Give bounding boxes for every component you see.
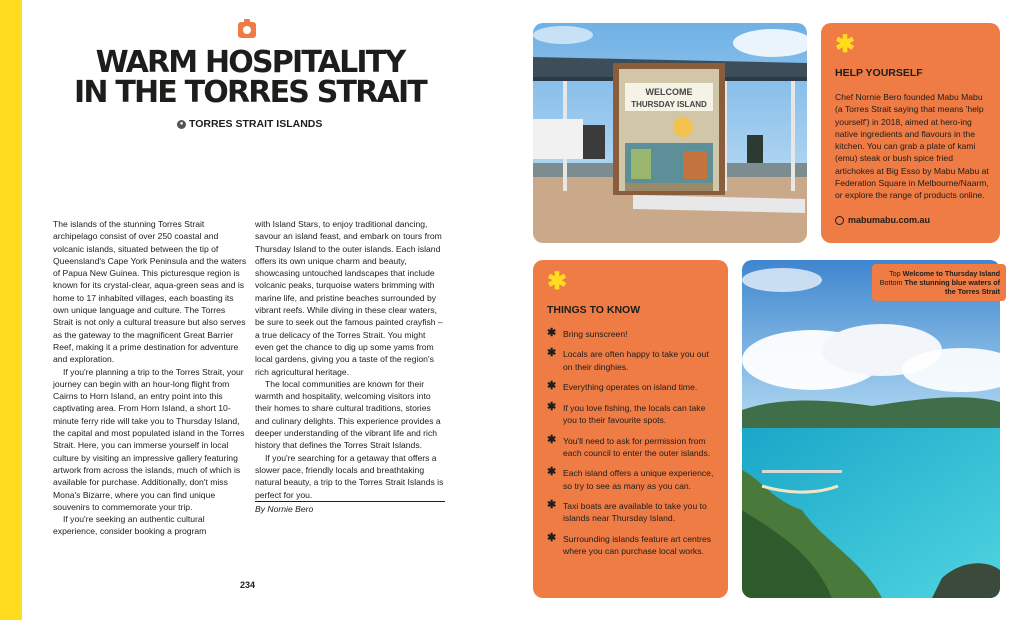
asterisk-bullet-icon: ✱	[547, 400, 557, 413]
location-pin-icon: ●	[177, 120, 186, 129]
list-item	[547, 435, 719, 460]
things-to-know-card	[533, 260, 728, 598]
globe-icon	[835, 216, 844, 225]
asterisk-bullet-icon: ✱	[547, 531, 557, 544]
photo-caption	[872, 264, 1006, 301]
caption-top	[878, 269, 1000, 278]
things-to-know-title: THINGS TO KNOW	[547, 304, 641, 316]
tip-text: Each island offers a unique experience, so try to see as many as you can.	[563, 468, 714, 491]
tip-text: Locals are often happy to take you out on their dinghies.	[563, 349, 709, 372]
list-item	[547, 381, 719, 393]
caption-bottom	[878, 278, 1000, 296]
asterisk-bullet-icon: ✱	[547, 466, 557, 479]
list-item	[547, 500, 719, 525]
asterisk-icon: ✱	[835, 31, 856, 58]
tip-text: Bring sunscreen!	[563, 329, 628, 339]
website-link[interactable]: mabumabu.com.au	[848, 215, 931, 225]
paragraph: with Island Stars, to enjoy traditional dancing, savour an island feast, and embark on tours from Thursday Island to the outer islands. Each island offers its own unique charm and beauty, showcasing untouched landscapes that include volcanic peaks, turquoise waters brimming with marine life, and pristine beaches surrounded by vibrant reefs. While diving in these clear waters, be sure to seek out the famous painted crayfish – a true delicacy of the Torres Strait. You might even get the chance to dig up some yams from local gardens, giving you a taste of the region's rich agricultural heritage.	[255, 219, 443, 377]
asterisk-bullet-icon: ✱	[547, 380, 557, 393]
title-line-2: IN THE TORRES STRAIT	[74, 75, 426, 110]
asterisk-bullet-icon: ✱	[547, 433, 557, 446]
title-line-1: WARM HOSPITALITY	[95, 45, 405, 80]
caption-bottom-prefix: Bottom	[879, 278, 903, 287]
sign-text-island: THURSDAY ISLAND	[631, 100, 707, 109]
photo-blue-waters	[742, 260, 1000, 598]
list-item	[547, 328, 719, 340]
location-text: TORRES STRAIT ISLANDS	[189, 118, 323, 130]
help-yourself-title: HELP YOURSELF	[835, 67, 923, 79]
page-number: 234	[240, 580, 256, 590]
asterisk-bullet-icon: ✱	[547, 347, 557, 360]
photo-welcome-sign	[533, 23, 807, 243]
list-item	[547, 467, 719, 492]
tip-text: If you love fishing, the locals can take you to their favourite spots.	[563, 402, 706, 426]
caption-bottom-text: The stunning blue waters of the Torres Strait	[904, 278, 1000, 296]
paragraph: If you're seeking an authentic cultural experience, consider booking a program	[53, 514, 207, 537]
asterisk-icon: ✱	[547, 268, 568, 295]
help-yourself-link-row	[835, 215, 930, 225]
article-column-1	[53, 218, 247, 538]
article-column-2	[255, 218, 445, 515]
yellow-edge-bar	[0, 0, 22, 620]
paragraph: The islands of the stunning Torres Strait archipelago consist of over 250 coastal and volcanic islands, situated between the tip of Queensland's Cape York Peninsula and the waters of Papua New Guinea. This picturesque region is known for its crystal-clear, aqua-green seas and is home to 17 inhabited villages, each boasting its own unique language and culture. The Torres Strait is not only a cultural treasure but also serves as the gateway to the magnificent Great Barrier Reef, making it a prime destination for adventure and exploration.	[53, 219, 247, 365]
article-title	[60, 45, 440, 110]
tip-text: Surrounding islands feature art centres where you can purchase local works.	[563, 533, 712, 557]
help-yourself-card	[821, 23, 1000, 243]
location-label	[177, 118, 322, 130]
caption-top-prefix: Top	[889, 269, 901, 278]
caption-top-text: Welcome to Thursday Island	[902, 269, 1000, 278]
byline: By Nornie Bero	[255, 501, 445, 515]
tips-list	[547, 328, 719, 566]
tip-text: Everything operates on island time.	[563, 382, 698, 393]
paragraph: If you're searching for a getaway that offers a slower pace, friendly locals and breathtaking natural beauty, a trip to the Torres Strait Islands is perfect for you.	[255, 452, 444, 500]
paragraph: The local communities are known for their warmth and hospitality, welcoming visitors into their homes to share cultural traditions, stories and culinary delights. This experience provides a deeper understanding of the vibrant life and rich history that defines the Torres Strait Islands.	[255, 378, 441, 451]
help-yourself-body: Chef Nornie Bero founded Mabu Mabu (a Torres Strait saying that means 'help yourself') in 2018, aimed at hero-ing native ingredients and flavours in the kitchen. You can grab a plate of kami (emu) steak or bush spice fried artichokes at Big Esso by Mabu Mabu at Federation Square in Melbourne/Naarm, or explore the range of products online.	[835, 92, 989, 201]
camera-icon	[238, 22, 256, 38]
list-item	[547, 348, 719, 373]
sign-text-welcome: WELCOME	[645, 87, 693, 97]
paragraph: If you're planning a trip to the Torres Strait, your journey can begin with an hour-long flight from Cairns to Horn Island, an entry point into this captivating area. From Horn Island, a short 10-minute ferry ride will take you to Thursday Island, the capital and most populated island in the Torres Strait. Here, you can immerse yourself in local culture by visiting an impressive gallery featuring artwork from across the islands, much of which is available for purchase. Additionally, don't miss Mona's Bizarre, where you can find unique souvenirs to commemorate your trip.	[53, 366, 245, 512]
tip-text: You'll need to ask for permission from each council to enter the outer islands.	[563, 435, 711, 458]
asterisk-bullet-icon: ✱	[547, 327, 557, 339]
tip-text: Taxi boats are available to take you to islands near Thursday Island.	[563, 501, 707, 524]
list-item	[547, 533, 719, 558]
list-item	[547, 402, 719, 427]
asterisk-bullet-icon: ✱	[547, 499, 557, 512]
